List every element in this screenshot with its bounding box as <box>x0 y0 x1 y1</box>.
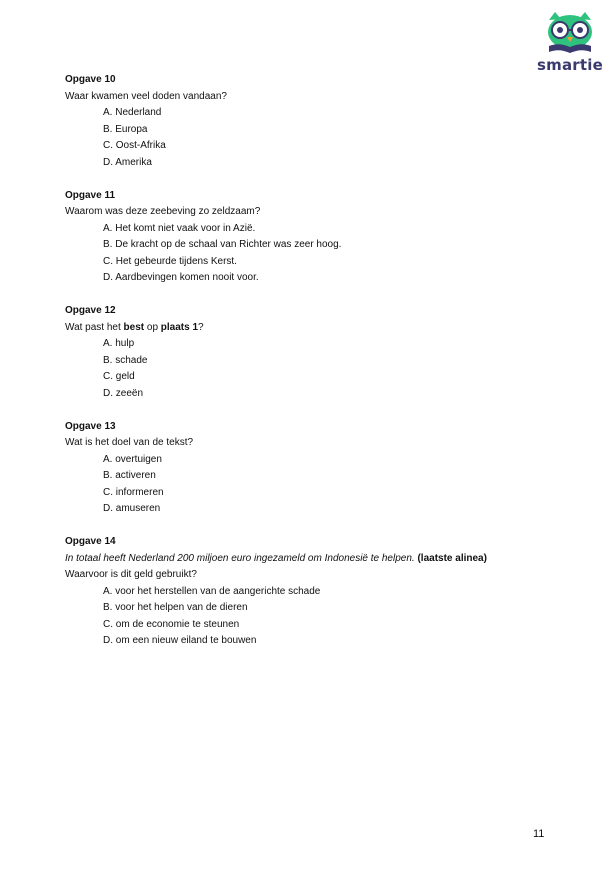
option-d: D. amuseren <box>103 503 161 514</box>
question-title: Opgave 12 <box>65 305 116 316</box>
text-part: op <box>144 321 161 333</box>
question-quote <box>65 551 585 568</box>
option-c: C. Het gebeurde tijdens Kerst. <box>103 255 237 267</box>
option-a: A. voor het herstellen van de aangerichte schade <box>103 585 321 597</box>
page-number: 11 <box>533 828 545 840</box>
option-d: D. Amerika <box>103 156 152 168</box>
option-c: C. geld <box>103 371 135 382</box>
options <box>65 584 585 650</box>
options <box>65 221 585 287</box>
option-a: A. hulp <box>103 338 135 349</box>
owl-logo-icon <box>541 10 599 56</box>
logo-text: smartie <box>537 56 603 74</box>
question-text: Waar kwamen veel doden vandaan? <box>65 90 227 102</box>
question-title: Opgave 14 <box>65 536 116 547</box>
option-d: D. Aardbevingen komen nooit voor. <box>103 272 259 283</box>
option-b: B. schade <box>103 354 148 366</box>
option-c: C. Oost-Afrika <box>103 140 166 151</box>
text-part-bold: plaats 1 <box>160 321 199 333</box>
question-text: Wat is het doel van de tekst? <box>65 437 194 448</box>
option-b: B. De kracht op de schaal van Richter was zeer hoog. <box>103 239 342 250</box>
question-text: Waarvoor is dit geld gebruikt? <box>65 569 197 580</box>
quote-text: In totaal heeft Nederland 200 miljoen euro ingezameld om Indonesië te helpen. <box>65 552 415 564</box>
option-b: B. Europa <box>103 123 148 135</box>
text-part-bold: best <box>123 321 145 333</box>
text-part: Wat past het <box>65 321 124 333</box>
option-a: A. overtuigen <box>103 453 162 465</box>
option-d: D. om een nieuw eiland te bouwen <box>103 635 257 646</box>
option-b: B. activeren <box>103 470 156 481</box>
question-title: Opgave 11 <box>65 189 116 201</box>
question-title: Opgave 13 <box>65 420 116 432</box>
options <box>65 105 585 171</box>
question-10 <box>65 72 585 171</box>
questions-list <box>65 72 585 666</box>
question-14 <box>65 534 585 650</box>
option-b: B. voor het helpen van de dieren <box>103 602 248 613</box>
options <box>65 452 585 518</box>
option-d: D. zeeën <box>103 387 144 399</box>
question-title: Opgave 10 <box>65 74 116 85</box>
option-c: C. om de economie te steunen <box>103 618 240 630</box>
question-12 <box>65 303 585 402</box>
options <box>65 336 585 402</box>
option-a: A. Nederland <box>103 107 162 118</box>
question-11 <box>65 188 585 287</box>
smartie-logo <box>535 10 605 74</box>
text-part: ? <box>198 321 204 333</box>
option-c: C. informeren <box>103 486 164 498</box>
question-text <box>65 320 585 337</box>
quote-reference: (laatste alinea) <box>417 552 487 564</box>
question-13 <box>65 419 585 518</box>
question-text: Waarom was deze zeebeving zo zeldzaam? <box>65 206 261 217</box>
option-a: A. Het komt niet vaak voor in Azië. <box>103 222 256 234</box>
